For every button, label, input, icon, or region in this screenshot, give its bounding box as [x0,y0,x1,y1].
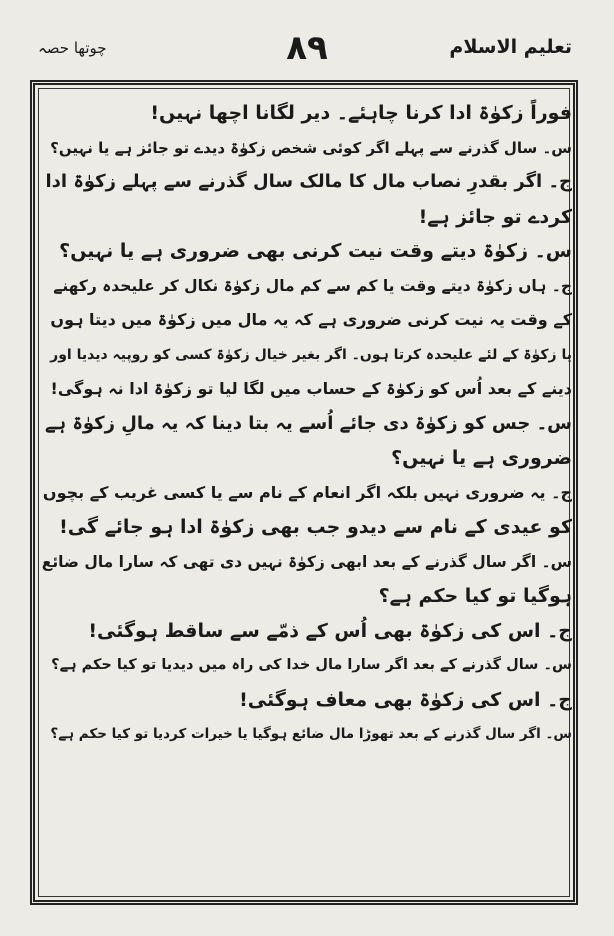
page-body [38,96,572,896]
question-line: س۔ سال گذرنے سے پہلے اگر کوئی شخص زکوٰۃ دیدے تو جائز ہے یا نہیں؟ [50,138,572,157]
book-title: تعلیم الاسلام [449,36,572,58]
answer-line: ج۔ اس کی زکوٰۃ بھی اُس کے ذمّے سے ساقط ہوگئی! [88,619,572,642]
question-line: س۔ سال گذرنے کے بعد اگر سارا مال خدا کی راہ میں دیدیا تو کیا حکم ہے؟ [51,657,572,673]
text-line: کو عیدی کے نام سے دیدو جب بھی زکوٰۃ ادا ہو جائے گی! [59,516,572,538]
text-line: یا زکوٰۃ کے لئے علیحدہ کرتا ہوں۔ اگر بغیر خیال زکوٰۃ کسی کو روپیہ دیدیا اور [50,346,572,363]
page-number: ۸۹ [286,28,328,68]
text-line: ہوگیا تو کیا حکم ہے؟ [378,585,572,607]
answer-line: ج۔ یہ ضروری نہیں بلکہ اگر انعام کے نام سے یا کسی غریب کے بچوں [42,482,572,502]
part-label: چوتھا حصہ [38,39,107,57]
question-line: س۔ اگر سال گذرنے کے بعد تھوڑا مال ضائع ہوگیا یا خیرات کردیا تو کیا حکم ہے؟ [50,726,572,742]
text-line: ضروری ہے یا نہیں؟ [391,447,572,469]
text-line: کے وقت یہ نیت کرنی ضروری ہے کہ یہ مال میں زکوٰۃ میں دیتا ہوں [50,310,572,329]
text-line: دینے کے بعد اُس کو زکوٰۃ کے حساب میں لگا لیا تو زکوٰۃ ادا نہ ہوگی! [50,379,572,398]
question-line: س۔ اگر سال گذرنے کے بعد ابھی زکوٰۃ نہیں دی تھی کہ سارا مال ضائع [41,552,572,571]
text-line: کردے تو جائز ہے! [418,205,572,228]
answer-line: ج۔ ہاں زکوٰۃ دیتے وقت یا کم سے کم مال زکوٰۃ نکال کر علیحدہ رکھنے [53,276,572,295]
question-line: س۔ جس کو زکوٰۃ دی جائے اُسے یہ بتا دینا کہ یہ مالِ زکوٰۃ ہے [44,412,572,434]
question-line: س۔ زکوٰۃ دیتے وقت نیت کرنی بھی ضروری ہے یا نہیں؟ [59,240,572,262]
text-line: فوراً زکوٰۃ ادا کرنا چاہئے۔ دیر لگانا اچھا نہیں! [150,102,572,124]
answer-line: ج۔ اگر بقدرِ نصاب مال کا مالک سال گذرنے سے پہلے زکوٰۃ ادا [45,171,572,192]
page-header [34,30,580,74]
answer-line: ج۔ اس کی زکوٰۃ بھی معاف ہوگئی! [239,688,572,711]
